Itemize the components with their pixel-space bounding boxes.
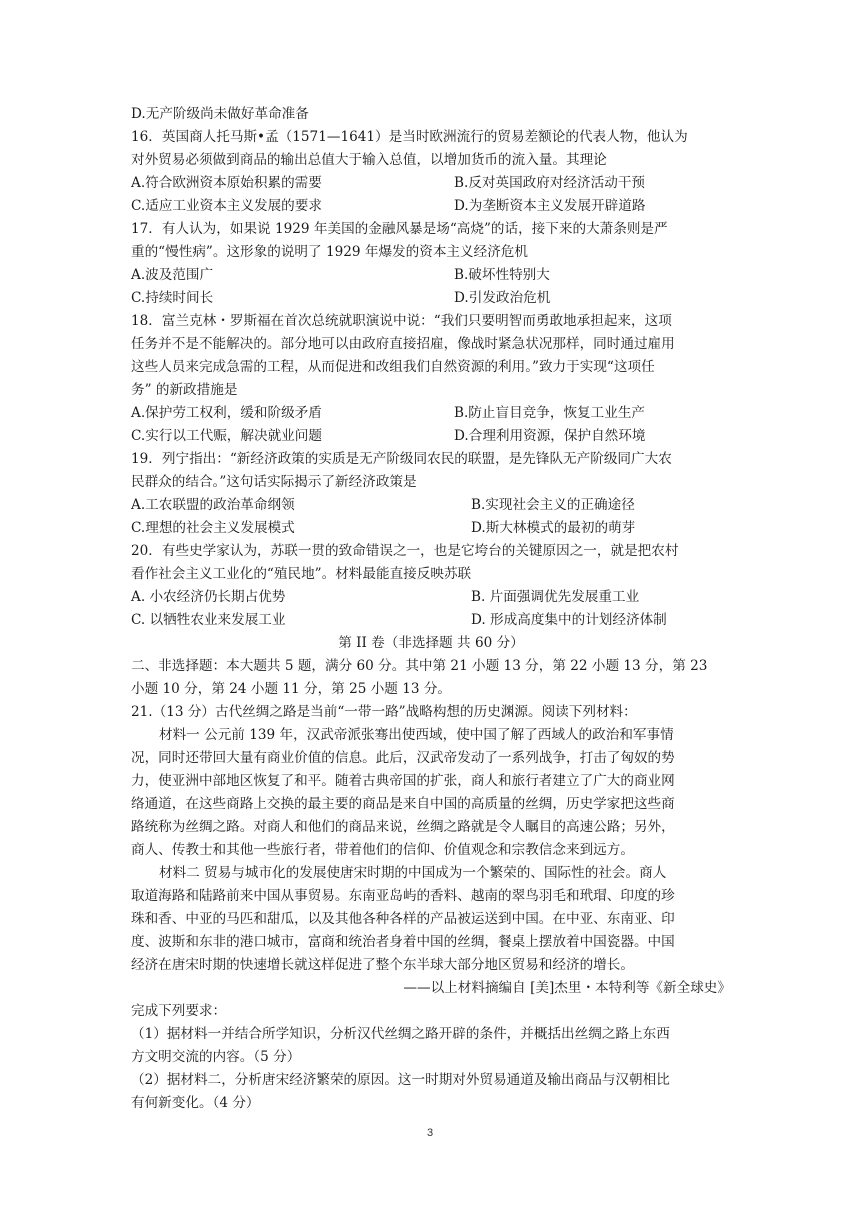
material-2-line: 经济在唐宋时期的快速增长就这样促进了整个东半球大部分地区贸易和经济的增长。 [131, 957, 634, 973]
material-source: ——以上材料摘编自 [美]杰里・本特利等《新全球史》 [403, 980, 731, 996]
sub-question-2-line: （2）据材料二，分析唐宋经济繁荣的原因。这一时期对外贸易通道及输出商品与汉朝相比 [131, 1072, 670, 1088]
sub-question-1-line: （1）据材料一并结合所学知识，分析汉代丝绸之路开辟的条件，并概括出丝绸之路上东西 [131, 1026, 670, 1042]
material-1-line: 商人、传教士和其他一些旅行者，带着他们的信仰、价值观念和宗教信念来到远方。 [131, 842, 634, 858]
question-21-stem: 21.（13 分）古代丝绸之路是当前“一带一路”战略构想的历史渊源。阅读下列材料： [131, 704, 637, 720]
question-17-option-b: B.破坏性特别大 [454, 267, 550, 283]
question-18-option-d: D.合理利用资源，保护自然环境 [454, 428, 646, 444]
material-2-line: 度、波斯和东非的港口城市，富商和统治者身着中国的丝绸，餐桌上摆放着中国瓷器。中国 [131, 934, 675, 950]
question-17-option-a: A.波及范围广 [131, 267, 214, 283]
question-16-stem-line: 16．英国商人托马斯•孟（1571—1641）是当时欧洲流行的贸易差额论的代表人物，他认为 [131, 129, 688, 145]
material-2-line: 材料二 贸易与城市化的发展使唐宋时期的中国成为一个繁荣的、国际性的社会。商人 [159, 865, 667, 881]
question-18 [131, 310, 731, 448]
question-20-option-d: D. 形成高度集中的计划经济体制 [471, 612, 667, 628]
question-20-option-c: C. 以牺牲农业来发展工业 [131, 612, 286, 628]
question-19-option-c: C.理想的社会主义发展模式 [131, 520, 295, 536]
material-1-line: 材料一 公元前 139 年，汉武帝派张骞出使西域，使中国了解了西域人的政治和军事情 [159, 727, 674, 743]
material-2-line: 取道海路和陆路前来中国从事贸易。东南亚岛屿的香料、越南的翠鸟羽毛和玳瑁、印度的珍 [131, 888, 675, 904]
question-16-option-a: A.符合欧洲资本原始积累的需要 [131, 175, 322, 191]
question-19-option-a: A.工农联盟的政治革命纲领 [131, 497, 295, 513]
question-20-stem-line: 看作社会主义工业化的“殖民地”。材料最能直接反映苏联 [131, 566, 472, 582]
question-20 [131, 540, 731, 632]
material-1-line: 况，同时还带回大量有商业价值的信息。此后，汉武帝发动了一系列战争，打击了匈奴的势 [131, 750, 675, 766]
question-19-stem-line: 19．列宁指出：“新经济政策的实质是无产阶级同农民的联盟，是先锋队无产阶级同广大农 [131, 451, 672, 467]
question-21 [131, 701, 731, 1115]
question-17-options-row [131, 287, 731, 310]
question-20-options-row [131, 586, 731, 609]
question-16 [131, 126, 731, 218]
material-1-line: 路统称为丝绸之路。对商人和他们的商品来说，丝绸之路就是令人瞩目的高速公路；另外， [131, 819, 675, 835]
part-2-title: 第 II 卷（非选择题 共 60 分） [338, 635, 524, 651]
part-2-intro-line: 小题 10 分，第 24 小题 11 分，第 25 小题 13 分。 [131, 681, 452, 697]
material-1-line: 力，使亚洲中部地区恢复了和平。随着古典帝国的扩张，商人和旅行者建立了广大的商业网 [131, 773, 675, 789]
material-2-line: 珠和香、中亚的马匹和甜瓜，以及其他各种各样的产品被运送到中国。在中亚、东南亚、印 [131, 911, 675, 927]
requirement-heading: 完成下列要求： [131, 1003, 227, 1019]
page-content [131, 103, 731, 1115]
question-16-options-row [131, 172, 731, 195]
question-17-stem-line: 17．有人认为，如果说 1929 年美国的金融风暴是场“高烧”的话，接下来的大萧条则是严 [131, 221, 668, 237]
question-17-option-d: D.引发政治危机 [454, 290, 551, 306]
question-19-option-b: B.实现社会主义的正确途径 [471, 497, 635, 513]
page-number: 3 [426, 1127, 434, 1139]
question-19-options-row [131, 517, 731, 540]
question-18-option-c: C.实行以工代赈，解决就业问题 [131, 428, 322, 444]
question-19-option-d: D.斯大林模式的最初的萌芽 [471, 520, 636, 536]
question-17-option-c: C.持续时间长 [131, 290, 214, 306]
question-17-options-row [131, 264, 731, 287]
question-18-stem-line: 务” 的新政措施是 [131, 382, 238, 398]
question-18-stem-line: 18．富兰克林・罗斯福在首次总统就职演说中说：“我们只要明智而勇敢地承担起来，这项 [131, 313, 672, 329]
question-19-stem-line: 民群众的结合。”这句话实际揭示了新经济政策是 [131, 474, 417, 490]
sub-question-2-line: 有何新变化。（4 分） [131, 1095, 260, 1111]
question-18-stem-line: 这些人员来完成急需的工程，从而促进和改组我们自然资源的利用。”致力于实现“这项任 [131, 359, 655, 375]
question-16-option-d: D.为垄断资本主义发展开辟道路 [454, 198, 646, 214]
sub-question-1-line: 方文明交流的内容。（5 分） [131, 1049, 301, 1065]
material-2 [131, 862, 731, 977]
question-18-stem-line: 任务并不是不能解决的。部分地可以由政府直接招雇，像战时紧急状况那样，同时通过雇用 [131, 336, 675, 352]
prev-question-option-d: D.无产阶级尚未做好革命准备 [131, 106, 309, 122]
question-20-stem-line: 20．有些史学家认为，苏联一贯的致命错误之一，也是它垮台的关键原因之一，就是把农村 [131, 543, 679, 559]
question-16-stem-line: 对外贸易必须做到商品的输出总值大于输入总值，以增加货币的流入量。其理论 [131, 152, 607, 168]
question-18-option-b: B.防止盲目竞争，恢复工业生产 [454, 405, 646, 421]
material-1-line: 络通道，在这些商路上交换的最主要的商品是来自中国的高质量的丝绸，历史学家把这些商 [131, 796, 675, 812]
question-19-options-row [131, 494, 731, 517]
question-20-option-b: B. 片面强调优先发展重工业 [471, 589, 640, 605]
question-17 [131, 218, 731, 310]
question-16-options-row [131, 195, 731, 218]
question-18-options-row [131, 425, 731, 448]
question-16-option-b: B.反对英国政府对经济活动干预 [454, 175, 646, 191]
question-18-option-a: A.保护劳工权利，缓和阶级矛盾 [131, 405, 322, 421]
material-1 [131, 724, 731, 862]
question-17-stem-line: 重的“慢性病”。这形象的说明了 1929 年爆发的资本主义经济危机 [131, 244, 528, 260]
question-19 [131, 448, 731, 540]
question-20-options-row [131, 609, 731, 632]
question-16-option-c: C.适应工业资本主义发展的要求 [131, 198, 322, 214]
question-20-option-a: A. 小农经济仍长期占优势 [131, 589, 286, 605]
part-2-intro-line: 二、非选择题：本大题共 5 题，满分 60 分。其中第 21 小题 13 分，第 22 小题 13 分，第 23 [131, 658, 708, 674]
question-18-options-row [131, 402, 731, 425]
